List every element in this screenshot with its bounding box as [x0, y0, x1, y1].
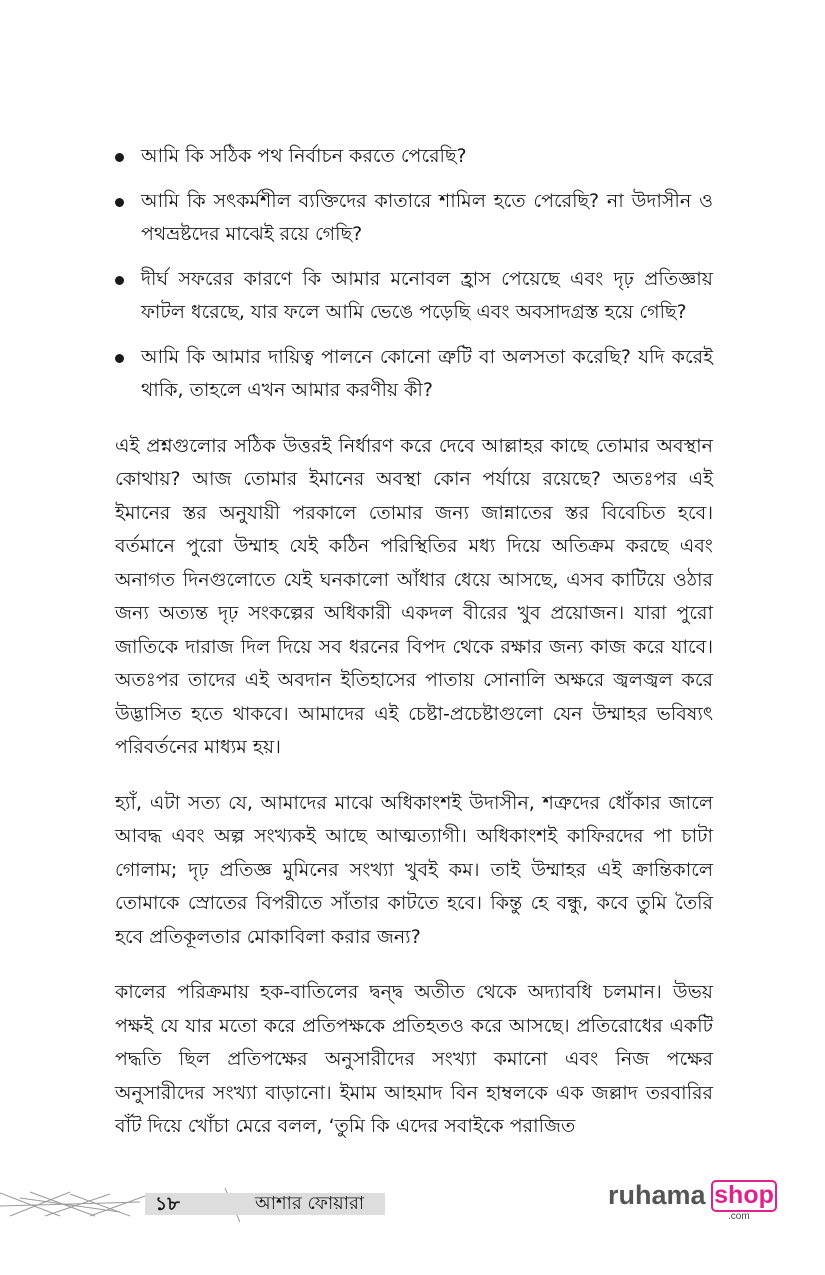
list-item-text: আমি কি আমার দায়িত্ব পালনে কোনো ত্রুটি বা অলসতা করেছি? যদি করেই থাকি, তাহলে এখন আমার করণীয় কী?	[141, 345, 713, 401]
logo-shop: shop	[714, 1181, 774, 1209]
list-item-text: আমি কি সঠিক পথ নির্বাচন করতে পেরেছি?	[141, 145, 467, 167]
logo-domain: .com	[728, 1211, 750, 1222]
list-item	[115, 140, 713, 174]
list-item	[115, 263, 713, 330]
logo-brand: ruhama	[608, 1180, 706, 1210]
book-title: আশার ফোয়ারা	[255, 1193, 365, 1214]
bullet-icon	[115, 153, 124, 162]
question-list	[115, 140, 713, 408]
list-item-text: দীর্ঘ সফরের কারণে কি আমার মনোবল হ্রাস পেয়েছে এবং দৃঢ় প্রতিজ্ঞায় ফাটল ধরেছে, যার ফলে আমি ভেঙে পড়েছি এবং অবসাদগ্রস্ত হয়ে গেছি?	[141, 267, 713, 323]
bullet-icon	[115, 354, 124, 363]
bullet-icon	[115, 276, 124, 285]
list-item-text: আমি কি সৎকর্মশীল ব্যক্তিদের কাতারে শামিল হতে পেরেছি? না উদাসীন ও পথভ্রষ্টদের মাঝেই রয়ে গেছি?	[141, 189, 713, 245]
page-number: ১৮	[155, 1193, 180, 1215]
list-item	[115, 185, 713, 252]
body-paragraph: কালের পরিক্রমায় হক-বাতিলের দ্বন্দ্ব অতীত থেকে অদ্যাবধি চলমান। উভয় পক্ষই যে যার মতো করে প্রতিপক্ষকে প্রতিহতও করে আসছে। প্রতিরোধের একটি পদ্ধতি ছিল প্রতিপক্ষের অনুসারীদের সংখ্যা কমানো এবং নিজ পক্ষের অনুসারীদের সংখ্যা বাড়ানো। ইমাম আহমাদ বিন হাম্বলকে এক জল্লাদ তরবারির বাঁট দিয়ে খোঁচা মেরে বলল, ‘তুমি কি এদের সবাইকে পরাজিত	[115, 981, 713, 1137]
body-paragraph: এই প্রশ্নগুলোর সঠিক উত্তরই নির্ধারণ করে দেবে আল্লাহর কাছে তোমার অবস্থান কোথায়? আজ তোমার ইমানের অবস্থা কোন পর্যায়ে রয়েছে? অতঃপর এই ইমানের স্তর অনুযায়ী পরকালে তোমার জন্য জান্নাতের স্তর বিবেচিত হবে। বর্তমানে পুরো উম্মাহ যেই কঠিন পরিস্থিতির মধ্য দিয়ে অতিক্রম করছে এবং অনাগত দিনগুলোতে যেই ঘনকালো আঁধার ধেয়ে আসছে, এসব কাটিয়ে ওঠার জন্য অত্যন্ত দৃঢ় সংকল্পের অধিকারী একদল বীরের খুব প্রয়োজন। যারা পুরো জাতিকে দারাজ দিল দিয়ে সব ধরনের বিপদ থেকে রক্ষার জন্য কাজ করে যাবে। অতঃপর তাদের এই অবদান ইতিহাসের পাতায় সোনালি অক্ষরে জ্বলজ্বল করে উদ্ভাসিত হতে থাকবে। আমাদের এই চেষ্টা-প্রচেষ্টাগুলো যেন উম্মাহর ভবিষ্যৎ পরিবর্তনের মাধ্যম হয়।	[115, 434, 713, 758]
body-paragraph: হ্যাঁ, এটা সত্য যে, আমাদের মাঝে অধিকাংশই উদাসীন, শত্রুদের ধোঁকার জালে আবদ্ধ এবং অল্প সংখ্যকই আছে আত্মত্যাগী। অধিকাংশই কাফিরদের পা চাটা গোলাম; দৃঢ় প্রতিজ্ঞ মুমিনের সংখ্যা খুবই কম। তাই উম্মাহর এই ক্রান্তিকালে তোমাকে স্রোতের বিপরীতে সাঁতার কাটতে হবে। কিন্তু হে বন্ধু, কবে তুমি তৈরি হবে প্রতিকূলতার মোকাবিলা করার জন্য?	[115, 791, 713, 948]
bullet-icon	[115, 198, 124, 207]
page-content	[115, 140, 713, 1166]
list-item	[115, 341, 713, 408]
logo-shop-box	[711, 1180, 777, 1212]
